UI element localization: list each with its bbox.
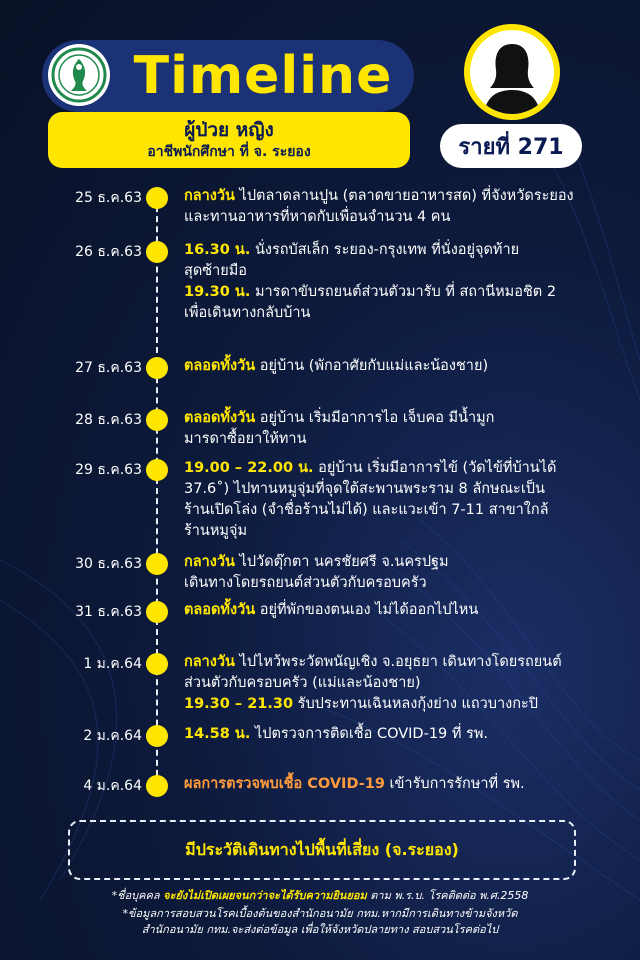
timeline-description bbox=[184, 552, 628, 594]
timeline-dot bbox=[146, 409, 168, 431]
timeline-line-text bbox=[184, 186, 628, 207]
timeline-time-highlight: ตลอดทั้งวัน bbox=[184, 410, 256, 426]
risk-area-note: มีประวัติเดินทางไปพื้นที่เสี่ยง (จ.ระยอง) bbox=[68, 820, 576, 880]
timeline-line-text bbox=[184, 774, 628, 795]
timeline-detail: นั่งรถบัสเล็ก ระยอง-กรุงเทพ ที่นั่งอยู่จุดท้าย bbox=[250, 242, 520, 258]
timeline-date: 25 ธ.ค.63 bbox=[75, 190, 142, 206]
footnote-prefix: *ชื่อบุคคล bbox=[111, 889, 164, 902]
timeline-line-text bbox=[184, 552, 628, 573]
timeline-detail: มารดาขับรถยนต์ส่วนตัวมารับ ที่ สถานีหมอชิต 2 bbox=[250, 284, 557, 300]
page-title: Timeline bbox=[133, 46, 393, 106]
timeline-date: 2 ม.ค.64 bbox=[83, 728, 142, 744]
timeline-time-highlight: 19.30 – 21.30 bbox=[184, 696, 294, 712]
timeline-detail: 37.6˚) ไปทานหมูจุ่มที่จุดใต้สะพานพระราม 8 ลักษณะเป็น bbox=[184, 481, 545, 497]
timeline-detail: อยู่ที่พักของตนเอง ไม่ได้ออกไปไหน bbox=[255, 602, 479, 618]
timeline-dot bbox=[146, 187, 168, 209]
timeline-line-text bbox=[184, 261, 628, 282]
timeline-description bbox=[184, 240, 628, 324]
timeline-time-highlight: 19.30 น. bbox=[184, 284, 251, 300]
timeline-line-text bbox=[184, 303, 628, 324]
timeline-time-highlight: กลางวัน bbox=[184, 654, 235, 670]
timeline-dot bbox=[146, 357, 168, 379]
timeline-date: 26 ธ.ค.63 bbox=[75, 244, 142, 260]
timeline-dot bbox=[146, 725, 168, 747]
timeline-line-text bbox=[184, 694, 628, 715]
timeline-description bbox=[184, 652, 628, 715]
timeline-dot bbox=[146, 653, 168, 675]
timeline-time-highlight: ตลอดทั้งวัน bbox=[184, 358, 256, 374]
timeline-date: 29 ธ.ค.63 bbox=[75, 462, 142, 478]
bma-seal-icon bbox=[48, 44, 110, 106]
timeline-description bbox=[184, 356, 628, 377]
timeline-line-text bbox=[184, 458, 628, 479]
timeline-detail: ร้านหมูจุ่ม bbox=[184, 523, 248, 539]
timeline-date: 1 ม.ค.64 bbox=[83, 656, 142, 672]
timeline-detail: ไปตรวจการติดเชื้อ COVID-19 ที่ รพ. bbox=[250, 726, 489, 742]
patient-label: ผู้ป่วย หญิง bbox=[184, 119, 274, 141]
timeline-line-text bbox=[184, 724, 628, 745]
timeline-description bbox=[184, 724, 628, 745]
timeline-detail: สุดซ้ายมือ bbox=[184, 263, 248, 279]
timeline-detail: ร้านเปิดโล่ง (จำชื่อร้านไม่ได้) และแวะเข้า 7-11 สาขาใกล้ bbox=[184, 502, 549, 518]
timeline-detail: รับประทานเฉินหลงกุ้งย่าง แถวบางกะปิ bbox=[293, 696, 538, 712]
timeline-date: 28 ธ.ค.63 bbox=[75, 412, 142, 428]
timeline-date: 4 ม.ค.64 bbox=[83, 778, 142, 794]
timeline-line-text bbox=[184, 479, 628, 500]
female-avatar-icon bbox=[464, 24, 560, 120]
footnote-line-3: สำนักอนามัย กทม.จะส่งต่อข้อมูล เพื่อให้จังหวัดปลายทาง สอบสวนโรคต่อไป bbox=[141, 923, 499, 936]
timeline-date: 27 ธ.ค.63 bbox=[75, 360, 142, 376]
footnote-suffix: ตาม พ.ร.บ. โรคติดต่อ พ.ศ.2558 bbox=[366, 889, 529, 902]
timeline-line-text bbox=[184, 356, 628, 377]
patient-info-box bbox=[48, 112, 410, 168]
patient-detail: อาชีพนักศึกษา ที่ จ. ระยอง bbox=[147, 144, 311, 160]
timeline-result-highlight: ผลการตรวจพบเชื้อ COVID-19 bbox=[184, 776, 385, 792]
timeline-dot bbox=[146, 241, 168, 263]
timeline-detail: ไปวัดตุ๊กตา นครชัยศรี จ.นครปฐม bbox=[234, 554, 449, 570]
timeline-detail: อยู่บ้าน (พักอาศัยกับแม่และน้องชาย) bbox=[255, 358, 489, 374]
timeline-dot bbox=[146, 553, 168, 575]
timeline-line-text bbox=[184, 282, 628, 303]
timeline-description bbox=[184, 458, 628, 542]
timeline-detail: ไปไหว้พระวัดพนัญเชิง จ.อยุธยา เดินทางโดยรถยนต์ bbox=[234, 654, 562, 670]
timeline-detail: เพื่อเดินทางกลับบ้าน bbox=[184, 305, 311, 321]
timeline-line-text bbox=[184, 408, 628, 429]
timeline-detail: และทานอาหารที่หาดกับเพื่อนจำนวน 4 คน bbox=[184, 209, 451, 225]
timeline-detail: ส่วนตัวกับครอบครัว (แม่และน้องชาย) bbox=[184, 675, 421, 691]
timeline-description bbox=[184, 600, 628, 621]
timeline-line-text bbox=[184, 240, 628, 261]
timeline-line-text bbox=[184, 521, 628, 542]
timeline-line-text bbox=[184, 429, 628, 450]
timeline-line-text bbox=[184, 600, 628, 621]
timeline-date: 31 ธ.ค.63 bbox=[75, 604, 142, 620]
timeline-detail: เข้ารับการรักษาที่ รพ. bbox=[384, 776, 525, 792]
timeline-detail: อยู่บ้าน เริ่มมีอาการไข้ (วัดไข้ที่บ้านได้ bbox=[313, 460, 557, 476]
timeline-time-highlight: กลางวัน bbox=[184, 188, 235, 204]
timeline-date: 30 ธ.ค.63 bbox=[75, 556, 142, 572]
timeline-detail: ไปตลาดลานปูน (ตลาดขายอาหารสด) ที่จังหวัดระยอง bbox=[234, 188, 574, 204]
timeline-detail: อยู่บ้าน เริ่มมีอาการไอ เจ็บคอ มีน้ำมูก bbox=[255, 410, 495, 426]
timeline-line-text bbox=[184, 673, 628, 694]
timeline-description bbox=[184, 774, 628, 795]
timeline-time-highlight: 16.30 น. bbox=[184, 242, 251, 258]
footnote-line-1 bbox=[20, 888, 620, 904]
timeline-description bbox=[184, 186, 628, 228]
timeline-detail: มารดาซื้อยาให้ทาน bbox=[184, 431, 307, 447]
timeline-line-text bbox=[184, 207, 628, 228]
timeline-dot bbox=[146, 459, 168, 481]
timeline-time-highlight: 19.00 – 22.00 น. bbox=[184, 460, 314, 476]
timeline-time-highlight: ตลอดทั้งวัน bbox=[184, 602, 256, 618]
timeline-time-highlight: 14.58 น. bbox=[184, 726, 251, 742]
timeline-time-highlight: กลางวัน bbox=[184, 554, 235, 570]
timeline-dot bbox=[146, 775, 168, 797]
timeline-line-text bbox=[184, 500, 628, 521]
timeline-line-text bbox=[184, 573, 628, 594]
case-number-badge: รายที่ 271 bbox=[440, 124, 582, 168]
timeline-detail: เดินทางโดยรถยนต์ส่วนตัวกับครอบครัว bbox=[184, 575, 427, 591]
timeline-dot bbox=[146, 601, 168, 623]
timeline-description bbox=[184, 408, 628, 450]
timeline-line bbox=[156, 196, 158, 786]
timeline-line-text bbox=[184, 652, 628, 673]
footnote-highlight: จะยังไม่เปิดเผยจนกว่าจะได้รับความยินยอม bbox=[163, 889, 367, 902]
footnote-line-2: *ข้อมูลการสอบสวนโรคเบื้องต้นของสำนักอนามัย กทม.หากมีการเดินทางข้ามจังหวัด bbox=[122, 907, 518, 920]
